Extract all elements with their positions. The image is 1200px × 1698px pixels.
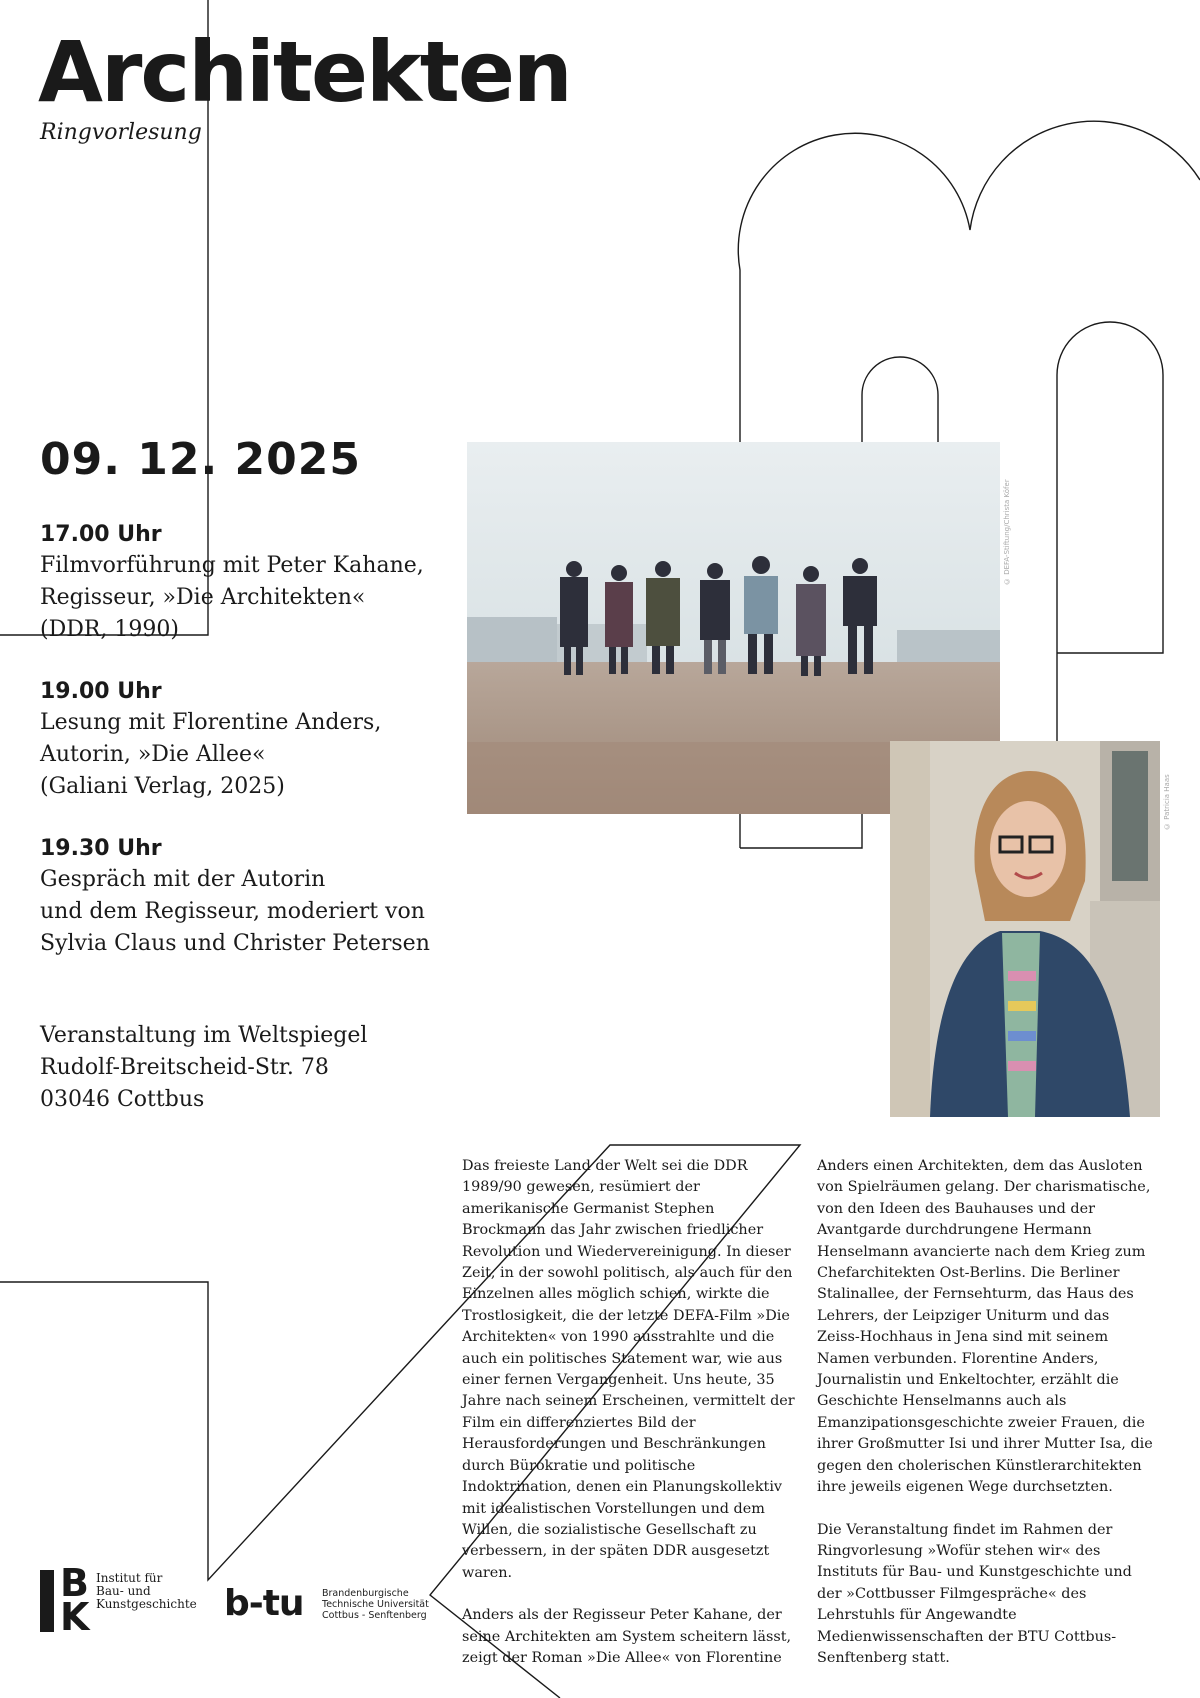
btu-logo-text-line: Brandenburgische [322, 1588, 409, 1599]
event-2 [40, 677, 440, 803]
body-paragraph: Das freieste Land der Welt sei die DDR 1989/90 gewesen, resümiert der amerikanische Germanist Stephen Brockmann das Jahr zwischen friedlicher Revolution und Wiedervereinigung. In dieser Zeit, in der sowohl politisch, als auch für den Einzelnen alles möglich schien, wirkte die Trostlosigkeit, die der letzte DEFA-Film »Die Architekten« von 1990 ausstrahlte und die auch ein politisches Statement war, wie aus einer fernen Vergangenheit. Uns heute, 35 Jahre nach seinem Erscheinen, vermittelt der Film ein differenziertes Bild der Herausforderungen und Beschränkungen durch Bürokratie und politische Indoktrination, denen ein Planungskollektiv mit idealistischen Vorstellungen und dem Willen, die sozialistische Gesellschaft zu verbessern, in der späten DDR ausgesetzt waren. [462, 1158, 795, 1581]
event-description-line: (DDR, 1990) [40, 617, 179, 642]
body-paragraph: Anders einen Architekten, dem das Ausloten von Spielräumen gelang. Der charismatische, von den Ideen des Bauhauses und der Avantgarde durchdrungene Hermann Henselmann avancierte nach dem Krieg zum Chefarchitekten Ost-Berlins. Die Berliner Stalinallee, der Fernsehturm, das Haus des Lehrers, der Leipziger Uniturm und das Zeiss-Hochhaus in Jena sind mit seinem Namen verbunden. Florentine Anders, Journalistin und Enkeltochter, erzählt die Geschichte Henselmanns auch als Emanzipationsgeschichte zweier Frauen, die ihrer Großmutter Isi und ihrer Mutter Isa, die gegen den cholerischen Künstlerarchitekten ihre jeweils eigenen Wege durchsetzten. [817, 1158, 1153, 1496]
ibk-logo-text-line: Institut für [96, 1571, 163, 1585]
btu-logo [224, 1584, 444, 1634]
venue-address [40, 1020, 440, 1116]
venue-line: Veranstaltung im Weltspiegel [40, 1023, 368, 1048]
body-paragraph: Anders als der Regisseur Peter Kahane, der seine Architekten am System scheitern lässt, zeigt der Roman »Die Allee« von Florentine [462, 1607, 792, 1666]
venue-line: Rudolf-Breitscheid-Str. 78 [40, 1055, 329, 1080]
ibk-logo-letter: B [60, 1561, 89, 1605]
btu-logo-mark: b-tu [224, 1583, 304, 1624]
event-description-line: Lesung mit Florentine Anders, [40, 710, 382, 735]
page-title: Architekten [38, 23, 571, 121]
ibk-logo-letter: K [60, 1595, 90, 1639]
ibk-logo-bar [40, 1570, 54, 1632]
venue-line: 03046 Cottbus [40, 1087, 205, 1112]
photo-credit-film: © DEFA-Stiftung/Christa Köfer [1003, 479, 1011, 585]
event-description-line: Gespräch mit der Autorin [40, 867, 326, 892]
page-subtitle: Ringvorlesung [40, 120, 202, 145]
event-description-line: Regisseur, »Die Architekten« [40, 585, 366, 610]
event-1 [40, 520, 440, 646]
ibk-logo-text-line: Bau- und [96, 1584, 151, 1598]
body-text-column-2 [817, 1156, 1155, 1669]
event-description-line: Autorin, »Die Allee« [40, 742, 266, 767]
event-date: 09. 12. 2025 [40, 434, 361, 485]
author-portrait-photo [890, 741, 1160, 1117]
author-portrait-illustration [890, 741, 1160, 1117]
event-description-line: Sylvia Claus und Christer Petersen [40, 931, 430, 956]
event-time: 19.30 Uhr [40, 836, 162, 861]
body-text-column-1 [462, 1156, 800, 1669]
ibk-logo-text [96, 1572, 197, 1611]
body-paragraph: Die Veranstaltung findet im Rahmen der Ringvorlesung »Wofür stehen wir« des Instituts für Bau- und Kunstgeschichte und der »Cottbusser Filmgespräche« des Lehrstuhls für Angewandte Medienwissenschaften der BTU Cottbus-Senftenberg statt. [817, 1521, 1132, 1666]
event-description-line: Filmvorführung mit Peter Kahane, [40, 553, 424, 578]
ibk-logo-text-line: Kunstgeschichte [96, 1597, 197, 1611]
event-time: 19.00 Uhr [40, 679, 162, 704]
btu-logo-text [322, 1588, 429, 1621]
photo-credit-author: © Patricia Haas [1163, 774, 1171, 830]
event-description-line: und dem Regisseur, moderiert von [40, 899, 425, 924]
event-description-line: (Galiani Verlag, 2025) [40, 774, 285, 799]
btu-logo-text-line: Cottbus - Senftenberg [322, 1610, 427, 1621]
ibk-logo [38, 1561, 198, 1660]
event-time: 17.00 Uhr [40, 522, 162, 547]
event-3 [40, 834, 440, 960]
btu-logo-text-line: Technische Universität [322, 1599, 429, 1610]
